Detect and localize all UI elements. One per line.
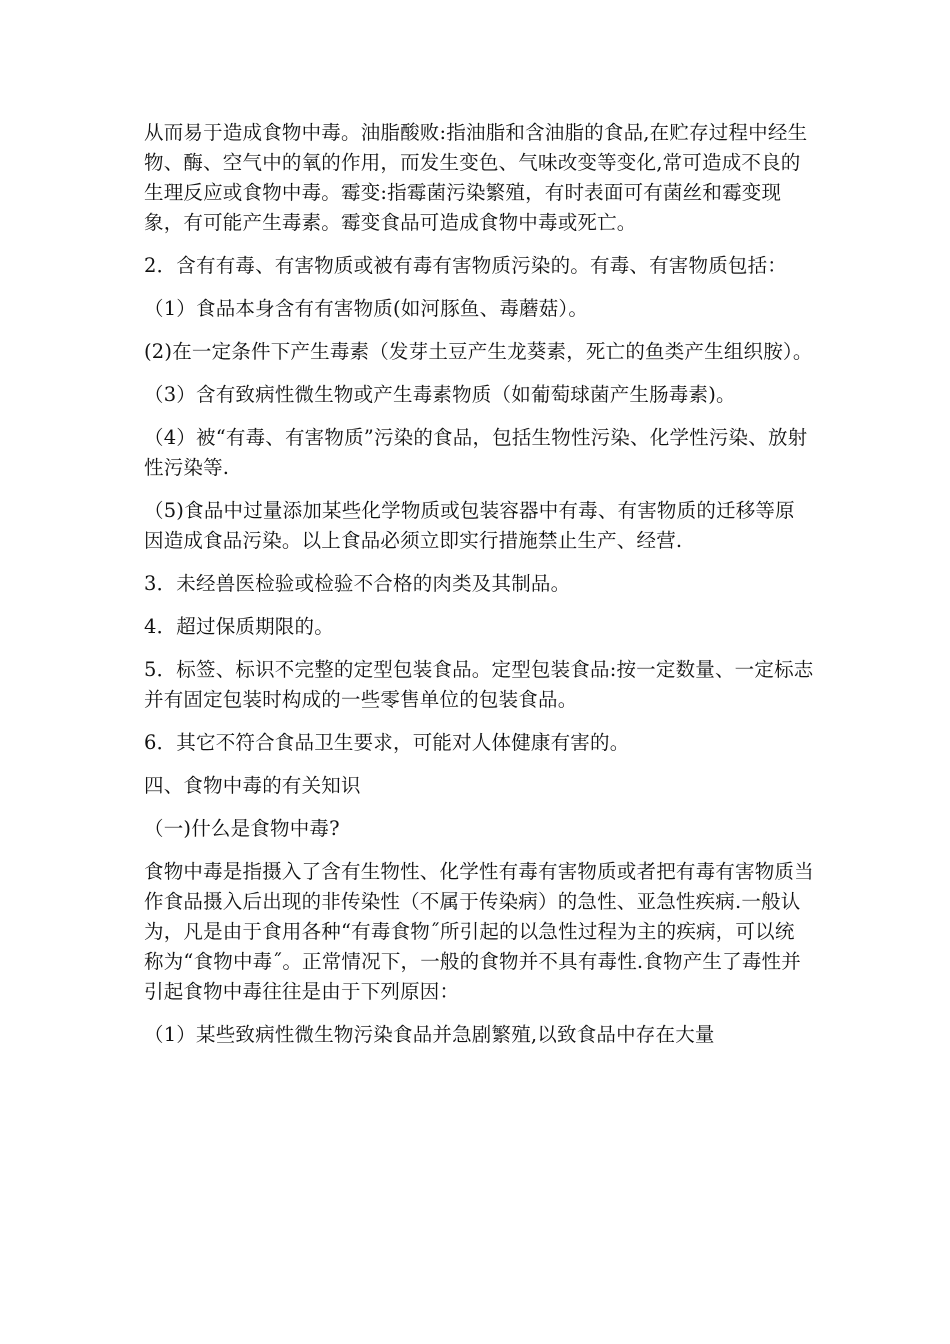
- paragraph-subitem-1: （1）食品本身含有有害物质(如河豚鱼、毒蘑菇）。: [144, 297, 589, 320]
- paragraph-food-poisoning-definition: 食物中毒是指摄入了含有生物性、化学性有毒有害物质或者把有毒有害物质当作食品摄入后出现的非传染性（不属于传染病）的急性、亚急性疾病.一般认为，凡是由于食用各种“有毒食物˝所引起的以急性过程为主的疾病，可以统称为“食物中毒˝。正常情况下，一般的食物并不具有毒性.食物产生了毒性并引起食物中毒往往是由于下列原因：: [144, 860, 814, 1003]
- paragraph-rancidity-mold: 从而易于造成食物中毒。油脂酸败:指油脂和含油脂的食品,在贮存过程中经生物、酶、空气中的氧的作用，而发生变色、气味改变等变化,常可造成不良的生理反应或食物中毒。霉变:指霉菌污染繁殖，有时表面可有菌丝和霉变现象，有可能产生毒素。霉变食品可造成食物中毒或死亡。: [144, 121, 808, 234]
- paragraph-item-3: 3．未经兽医检验或检验不合格的肉类及其制品。: [144, 572, 571, 595]
- paragraph-item-6: 6．其它不符合食品卫生要求，可能对人体健康有害的。: [144, 731, 630, 754]
- paragraph-subitem-2: (2)在一定条件下产生毒素（发芽土豆产生龙葵素，死亡的鱼类产生组织胺）。: [144, 340, 813, 363]
- paragraph-item-5: 5．标签、标识不完整的定型包装食品。定型包装食品:按一定数量、一定标志并有固定包装时构成的一些零售单位的包装食品。: [144, 658, 814, 711]
- paragraph-subitem-4: （4）被“有毒、有害物质”污染的食品，包括生物性污染、化学性污染、放射性污染等.: [144, 426, 808, 479]
- document-body: [144, 118, 814, 1063]
- subsection-heading-one: （一)什么是食物中毒?: [144, 817, 340, 840]
- paragraph-item-2: 2．含有有毒、有害物质或被有毒有害物质污染的。有毒、有害物质包括：: [144, 254, 788, 277]
- section-heading-four: 四、食物中毒的有关知识: [144, 774, 361, 797]
- paragraph-subitem-3: （3）含有致病性微生物或产生毒素物质（如葡萄球菌产生肠毒素)。: [144, 383, 736, 406]
- paragraph-subitem-5: （5)食品中过量添加某些化学物质或包装容器中有毒、有害物质的迁移等原因造成食品污染。以上食品必须立即实行措施禁止生产、经营.: [144, 499, 795, 552]
- paragraph-cause-1: （1）某些致病性微生物污染食品并急剧繁殖,以致食品中存在大量: [144, 1023, 715, 1046]
- paragraph-item-4: 4．超过保质期限的。: [144, 615, 334, 638]
